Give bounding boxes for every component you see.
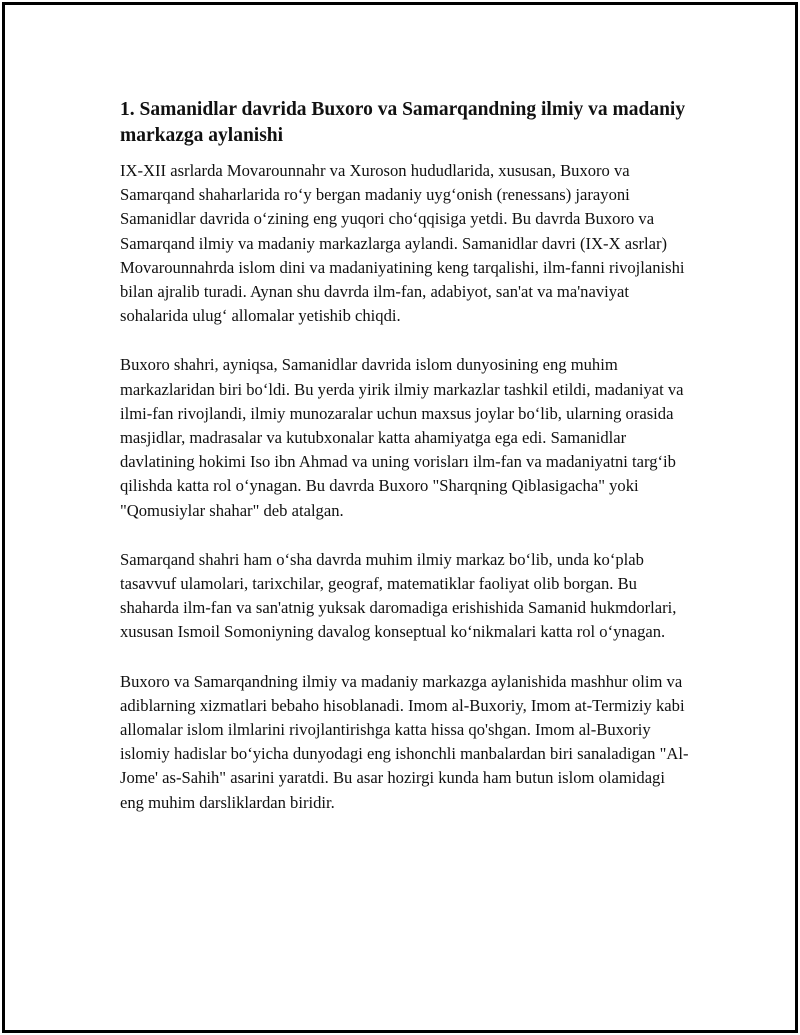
paragraph-4: Buxoro va Samarqandning ilmiy va madaniy markazga aylanishida mashhur olim va adiblarning xizmatlari bebaho hisoblanadi. Imom al-Buxoriy, Imom at-Termiziy kabi allomalar islom ilmlarini rivojlantirishga katta hissa qo'shgan. Imom al-Buxoriy islomiy hadislar bo‘yicha dunyodagi eng ishonchli manbalardan biri sanaladigan "Al-Jome' as-Sahih" asarini yaratdi. Bu asar hozirgi kunda ham butun islom olamidagi eng muhim darsliklardan biridir. xyxy=(120,671,689,812)
document-content xyxy=(120,97,690,840)
paragraph-3: Samarqand shahri ham o‘sha davrda muhim ilmiy markaz bo‘lib, unda ko‘plab tasavvuf ulamolari, tarixchilar, geograf, matematiklar faoliyat olib borgan. Bu shaharda ilm-fan va san'atnig yuksak daromadiga erishishida Samanid hukmdorlari, xususan Ismoil Somoniyning davalog konseptual ko‘nikmalari katta rol o‘ynagan. xyxy=(120,549,677,642)
paragraph-1: IX-XII asrlarda Movarounnahr va Xuroson hududlarida, xususan, Buxoro va Samarqand shaharlarida ro‘y bergan madaniy uyg‘onish (renessans) jarayoni Samanidlar davrida o‘zining eng yuqori cho‘qqisiga yetdi. Bu davrda Buxoro va Samarqand ilmiy va madaniy markazlarga aylandi. Samanidlar davri (IX-X asrlar) Movarounnahrda islom dini va madaniyatining keng tarqalishi, ilm-fanni rivojlanishi bilan ajralib turadi. Aynan shu davrda ilm-fan, adabiyot, san'at va ma'naviyat sohalarida ulug‘ allomalar yetishib chiqdi. xyxy=(120,161,685,326)
paragraph-2: Buxoro shahri, ayniqsa, Samanidlar davrida islom dunyosining eng muhim markazlaridan biri bo‘ldi. Bu yerda yirik ilmiy markazlar tashkil etildi, madaniyat va ilmi-fan rivojlandi, ilmiy munozaralar uchun maxsus joylar bo‘lib, ularning orasida masjidlar, madrasalar va kutubxonalar katta ahamiyatga ega edi. Samanidlar davlatining hokimi Iso ibn Ahmad va uning vorisları ilm-fan va madaniyatni targ‘ib qilishda katta rol o‘ynagan. Bu davrda Buxoro "Sharqning Qiblasigacha" yoki "Qomusiylar shahar" deb atalgan. xyxy=(120,355,684,520)
document-page xyxy=(2,2,798,1033)
section-heading: 1. Samanidlar davrida Buxoro va Samarqandning ilmiy va madaniy markazga aylanishi xyxy=(120,99,686,146)
